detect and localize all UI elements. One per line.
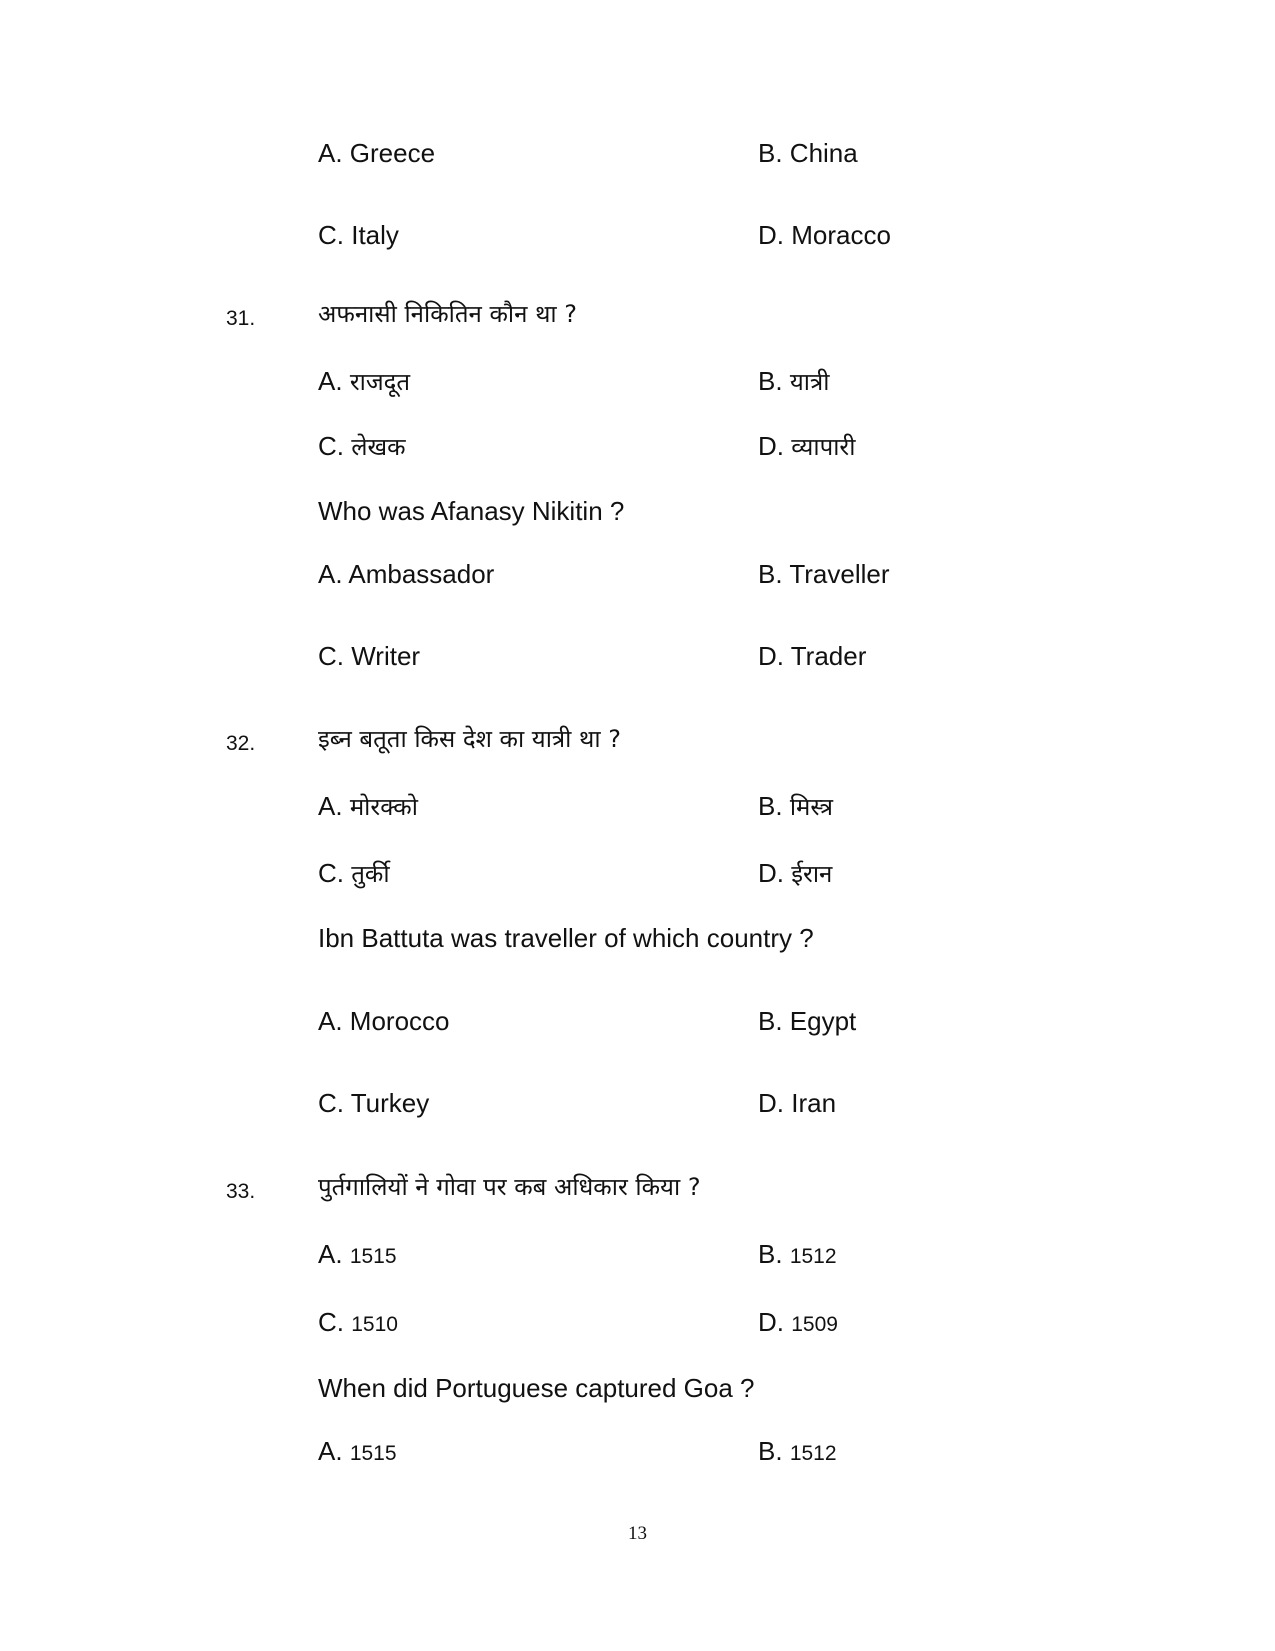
- q31-hindi-option-d: D. व्यापारी: [758, 431, 856, 461]
- option-b-continued: B. China: [758, 138, 858, 168]
- question-31-english: Who was Afanasy Nikitin ?: [318, 496, 625, 526]
- q32-hindi-option-d: D. ईरान: [758, 858, 833, 888]
- question-31-hindi: अफनासी निकितिन कौन था ?: [318, 300, 577, 328]
- q31-english-option-d: D. Trader: [758, 641, 867, 671]
- question-33-english: When did Portuguese captured Goa ?: [318, 1373, 755, 1403]
- q33-hindi-option-d: D. 1509: [758, 1307, 838, 1337]
- question-31-number: 31.: [226, 307, 256, 330]
- q32-hindi-option-c: C. तुर्की: [318, 858, 390, 888]
- question-33-hindi: पुर्तगालियों ने गोवा पर कब अधिकार किया ?: [318, 1173, 701, 1201]
- option-c-continued: C. Italy: [318, 220, 399, 250]
- q32-hindi-option-b: B. मिस्त्र: [758, 791, 833, 821]
- q31-hindi-option-a: A. राजदूत: [318, 366, 411, 396]
- q32-english-option-a: A. Morocco: [318, 1006, 450, 1036]
- q33-hindi-option-c: C. 1510: [318, 1307, 398, 1337]
- q32-english-option-c: C. Turkey: [318, 1088, 430, 1118]
- question-32-english: Ibn Battuta was traveller of which country ?: [318, 923, 814, 953]
- page-number: 13: [628, 1523, 647, 1544]
- q33-hindi-option-b: B. 1512: [758, 1239, 837, 1269]
- question-32-hindi: इब्न बतूता किस देश का यात्री था ?: [318, 725, 621, 753]
- q31-english-option-b: B. Traveller: [758, 559, 890, 589]
- option-a-continued: A. Greece: [318, 138, 436, 168]
- q32-hindi-option-a: A. मोरक्को: [318, 791, 418, 821]
- q32-english-option-b: B. Egypt: [758, 1006, 857, 1036]
- q31-english-option-c: C. Writer: [318, 641, 421, 671]
- q33-english-option-a: A. 1515: [318, 1436, 397, 1466]
- question-32-number: 32.: [226, 732, 256, 755]
- q31-english-option-a: A. Ambassador: [318, 559, 495, 589]
- q31-hindi-option-c: C. लेखक: [318, 431, 406, 461]
- q31-hindi-option-b: B. यात्री: [758, 366, 830, 396]
- option-d-continued: D. Moracco: [758, 220, 891, 250]
- q33-english-option-b: B. 1512: [758, 1436, 837, 1466]
- question-33-number: 33.: [226, 1180, 256, 1203]
- q32-english-option-d: D. Iran: [758, 1088, 837, 1118]
- q33-hindi-option-a: A. 1515: [318, 1239, 397, 1269]
